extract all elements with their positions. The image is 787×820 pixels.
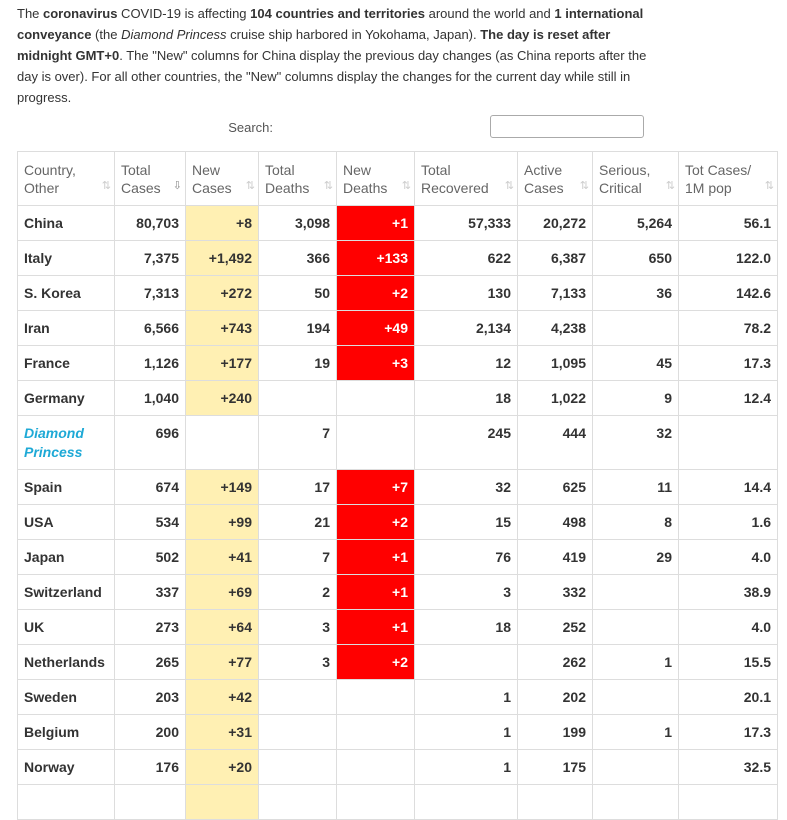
- cell-new-deaths: [337, 381, 415, 416]
- table-row: [18, 470, 778, 505]
- cell-total-cases: 203: [115, 680, 186, 715]
- cell-total-deaths: 366: [259, 241, 337, 276]
- cell-active-cases: 332: [518, 575, 593, 610]
- cases-table: [17, 151, 778, 820]
- cell-total-deaths: 7: [259, 416, 337, 470]
- cell-serious-critical: 8: [593, 505, 679, 540]
- cell-new-cases: +77: [186, 645, 259, 680]
- cell-total-deaths: 17: [259, 470, 337, 505]
- cell-country: Spain: [18, 470, 115, 505]
- sort-icon: ⇅: [323, 180, 331, 192]
- search-input[interactable]: [490, 115, 644, 138]
- cell-total-recovered: 57,333: [415, 206, 518, 241]
- sort-icon: ⇅: [665, 180, 673, 192]
- cell-total-cases: [115, 785, 186, 820]
- cell-serious-critical: 32: [593, 416, 679, 470]
- column-header-serious-critical[interactable]: [593, 152, 679, 206]
- table-row: [18, 785, 778, 820]
- cell-cases-per-1m: 12.4: [679, 381, 778, 416]
- cell-new-deaths: +133: [337, 241, 415, 276]
- cell-cases-per-1m: 56.1: [679, 206, 778, 241]
- cell-total-deaths: 194: [259, 311, 337, 346]
- column-header-country[interactable]: [18, 152, 115, 206]
- cell-new-cases: +42: [186, 680, 259, 715]
- cell-total-cases: 7,313: [115, 276, 186, 311]
- cell-total-recovered: 15: [415, 505, 518, 540]
- cell-cases-per-1m: 4.0: [679, 610, 778, 645]
- cell-country: Diamond Princess: [18, 416, 115, 470]
- sort-icon: ⇅: [401, 180, 409, 192]
- column-header-label: Total Cases: [121, 161, 161, 196]
- cell-serious-critical: 36: [593, 276, 679, 311]
- column-header-active-cases[interactable]: [518, 152, 593, 206]
- column-header-cases-per-1m[interactable]: [679, 152, 778, 206]
- cell-active-cases: 20,272: [518, 206, 593, 241]
- table-row: [18, 311, 778, 346]
- cell-active-cases: 1,022: [518, 381, 593, 416]
- cell-total-cases: 7,375: [115, 241, 186, 276]
- cell-cases-per-1m: 32.5: [679, 750, 778, 785]
- cell-country: S. Korea: [18, 276, 115, 311]
- cell-total-deaths: 19: [259, 346, 337, 381]
- cell-new-deaths: [337, 750, 415, 785]
- cell-new-deaths: +3: [337, 346, 415, 381]
- column-header-total-cases[interactable]: [115, 152, 186, 206]
- cell-cases-per-1m: 1.6: [679, 505, 778, 540]
- cell-serious-critical: [593, 680, 679, 715]
- cell-cases-per-1m: 17.3: [679, 715, 778, 750]
- column-header-label: Total Deaths: [265, 161, 310, 196]
- sort-icon: ⇅: [764, 180, 772, 192]
- cell-serious-critical: 29: [593, 540, 679, 575]
- column-header-total-recovered[interactable]: [415, 152, 518, 206]
- cell-country: Belgium: [18, 715, 115, 750]
- cell-total-recovered: 245: [415, 416, 518, 470]
- cell-new-deaths: +2: [337, 505, 415, 540]
- cell-total-cases: 1,040: [115, 381, 186, 416]
- cell-cases-per-1m: 20.1: [679, 680, 778, 715]
- cell-country: China: [18, 206, 115, 241]
- cell-total-deaths: 3: [259, 610, 337, 645]
- column-header-label: Active Cases: [524, 161, 564, 196]
- cell-new-cases: +31: [186, 715, 259, 750]
- cell-total-cases: 674: [115, 470, 186, 505]
- cell-country: Japan: [18, 540, 115, 575]
- cell-total-recovered: 130: [415, 276, 518, 311]
- cell-active-cases: 4,238: [518, 311, 593, 346]
- cell-total-recovered: 3: [415, 575, 518, 610]
- cell-new-cases: +20: [186, 750, 259, 785]
- cell-total-cases: 696: [115, 416, 186, 470]
- cell-cases-per-1m: [679, 416, 778, 470]
- cell-total-deaths: 2: [259, 575, 337, 610]
- cell-new-cases: [186, 785, 259, 820]
- cell-new-deaths: [337, 680, 415, 715]
- cell-serious-critical: 5,264: [593, 206, 679, 241]
- column-header-new-cases[interactable]: [186, 152, 259, 206]
- cell-new-deaths: [337, 416, 415, 470]
- cell-total-recovered: [415, 645, 518, 680]
- cell-total-recovered: 18: [415, 610, 518, 645]
- cell-cases-per-1m: 38.9: [679, 575, 778, 610]
- cell-country: [18, 785, 115, 820]
- cell-serious-critical: 1: [593, 645, 679, 680]
- cell-total-deaths: [259, 381, 337, 416]
- cell-total-deaths: 7: [259, 540, 337, 575]
- cell-cases-per-1m: 142.6: [679, 276, 778, 311]
- table-row: [18, 575, 778, 610]
- cell-total-deaths: [259, 750, 337, 785]
- cell-active-cases: 199: [518, 715, 593, 750]
- sort-icon: ⇅: [504, 180, 512, 192]
- cell-new-cases: +1,492: [186, 241, 259, 276]
- cell-serious-critical: [593, 610, 679, 645]
- cell-new-deaths: [337, 785, 415, 820]
- cell-new-deaths: +1: [337, 206, 415, 241]
- cell-new-cases: +69: [186, 575, 259, 610]
- cell-country: Netherlands: [18, 645, 115, 680]
- cell-new-cases: +8: [186, 206, 259, 241]
- cell-total-cases: 502: [115, 540, 186, 575]
- cell-new-deaths: +49: [337, 311, 415, 346]
- column-header-label: New Deaths: [343, 161, 388, 196]
- cell-total-cases: 80,703: [115, 206, 186, 241]
- sort-icon: ⇅: [101, 180, 109, 192]
- table-row: [18, 505, 778, 540]
- cell-active-cases: 444: [518, 416, 593, 470]
- cell-new-deaths: +1: [337, 540, 415, 575]
- cell-cases-per-1m: 15.5: [679, 645, 778, 680]
- cell-active-cases: 7,133: [518, 276, 593, 311]
- table-row: [18, 416, 778, 470]
- search-label: Search:: [228, 120, 273, 135]
- cell-serious-critical: [593, 575, 679, 610]
- cell-new-deaths: +1: [337, 575, 415, 610]
- table-row: [18, 206, 778, 241]
- cell-total-recovered: [415, 785, 518, 820]
- cell-cases-per-1m: 122.0: [679, 241, 778, 276]
- table-row: [18, 680, 778, 715]
- cell-country: Switzerland: [18, 575, 115, 610]
- cell-total-recovered: 622: [415, 241, 518, 276]
- cell-country: UK: [18, 610, 115, 645]
- cell-active-cases: 262: [518, 645, 593, 680]
- table-row: [18, 750, 778, 785]
- cell-total-deaths: 3: [259, 645, 337, 680]
- table-row: [18, 241, 778, 276]
- cell-total-cases: 534: [115, 505, 186, 540]
- table-row: [18, 645, 778, 680]
- table-header-row: [18, 152, 778, 206]
- cell-cases-per-1m: 17.3: [679, 346, 778, 381]
- cell-total-cases: 265: [115, 645, 186, 680]
- cell-total-deaths: 50: [259, 276, 337, 311]
- cell-country: Sweden: [18, 680, 115, 715]
- cell-country: Germany: [18, 381, 115, 416]
- cell-country: France: [18, 346, 115, 381]
- cell-total-cases: 6,566: [115, 311, 186, 346]
- cell-serious-critical: [593, 785, 679, 820]
- cell-serious-critical: 45: [593, 346, 679, 381]
- cell-active-cases: 419: [518, 540, 593, 575]
- cell-total-recovered: 1: [415, 680, 518, 715]
- cell-total-deaths: [259, 680, 337, 715]
- cell-total-cases: 1,126: [115, 346, 186, 381]
- cell-active-cases: 6,387: [518, 241, 593, 276]
- cell-active-cases: 252: [518, 610, 593, 645]
- column-header-label: Tot Cases/ 1M pop: [685, 161, 752, 196]
- cell-cases-per-1m: 78.2: [679, 311, 778, 346]
- cell-total-cases: 273: [115, 610, 186, 645]
- table-row: [18, 540, 778, 575]
- cell-total-cases: 200: [115, 715, 186, 750]
- column-header-label: Total Recovered: [421, 161, 489, 196]
- cell-total-recovered: 1: [415, 750, 518, 785]
- cell-total-cases: 337: [115, 575, 186, 610]
- column-header-label: Country, Other: [24, 161, 76, 196]
- sort-icon: ⇅: [579, 180, 587, 192]
- cell-active-cases: [518, 785, 593, 820]
- cell-new-cases: +41: [186, 540, 259, 575]
- cell-total-recovered: 1: [415, 715, 518, 750]
- column-header-new-deaths[interactable]: [337, 152, 415, 206]
- cell-total-cases: 176: [115, 750, 186, 785]
- cell-new-deaths: +7: [337, 470, 415, 505]
- cell-serious-critical: [593, 750, 679, 785]
- sort-desc-icon: ⇩: [172, 180, 180, 192]
- table-row: [18, 610, 778, 645]
- column-header-label: New Cases: [192, 161, 232, 196]
- table-row: [18, 381, 778, 416]
- cell-new-cases: +743: [186, 311, 259, 346]
- column-header-label: Serious, Critical: [599, 161, 651, 196]
- cell-cases-per-1m: [679, 785, 778, 820]
- cell-active-cases: 625: [518, 470, 593, 505]
- cell-new-deaths: [337, 715, 415, 750]
- cell-total-recovered: 12: [415, 346, 518, 381]
- cell-new-cases: +272: [186, 276, 259, 311]
- cell-total-deaths: [259, 785, 337, 820]
- cell-country: Iran: [18, 311, 115, 346]
- cell-new-deaths: +2: [337, 276, 415, 311]
- cell-total-deaths: 21: [259, 505, 337, 540]
- cell-new-deaths: +1: [337, 610, 415, 645]
- cell-serious-critical: 650: [593, 241, 679, 276]
- cell-total-deaths: 3,098: [259, 206, 337, 241]
- column-header-total-deaths[interactable]: [259, 152, 337, 206]
- sort-icon: ⇅: [245, 180, 253, 192]
- table-row: [18, 346, 778, 381]
- cell-new-cases: +240: [186, 381, 259, 416]
- cell-total-recovered: 76: [415, 540, 518, 575]
- cell-serious-critical: [593, 311, 679, 346]
- cell-serious-critical: 1: [593, 715, 679, 750]
- cell-new-cases: +177: [186, 346, 259, 381]
- cell-total-deaths: [259, 715, 337, 750]
- cell-new-cases: [186, 416, 259, 470]
- intro-paragraph: The coronavirus COVID-19 is affecting 104 countries and territories around the world and 1 international conveyance (the Diamond Princess cruise ship harbored in Yokohama, Japan). The day is reset after midnight GMT+0. The "New" columns for China display the previous day changes (as China reports after the day is over). For all other countries, the "New" columns display the changes for the current day while still in progress.: [17, 6, 647, 105]
- cell-country: USA: [18, 505, 115, 540]
- cell-active-cases: 498: [518, 505, 593, 540]
- cell-serious-critical: 9: [593, 381, 679, 416]
- cell-country: Norway: [18, 750, 115, 785]
- cell-total-recovered: 2,134: [415, 311, 518, 346]
- cell-active-cases: 1,095: [518, 346, 593, 381]
- cell-cases-per-1m: 14.4: [679, 470, 778, 505]
- cell-total-recovered: 32: [415, 470, 518, 505]
- cell-active-cases: 202: [518, 680, 593, 715]
- cell-total-recovered: 18: [415, 381, 518, 416]
- cell-serious-critical: 11: [593, 470, 679, 505]
- cell-cases-per-1m: 4.0: [679, 540, 778, 575]
- cell-new-cases: +149: [186, 470, 259, 505]
- cell-active-cases: 175: [518, 750, 593, 785]
- cell-new-cases: +64: [186, 610, 259, 645]
- table-row: [18, 276, 778, 311]
- cell-country: Italy: [18, 241, 115, 276]
- cell-new-deaths: +2: [337, 645, 415, 680]
- cell-new-cases: +99: [186, 505, 259, 540]
- table-row: [18, 715, 778, 750]
